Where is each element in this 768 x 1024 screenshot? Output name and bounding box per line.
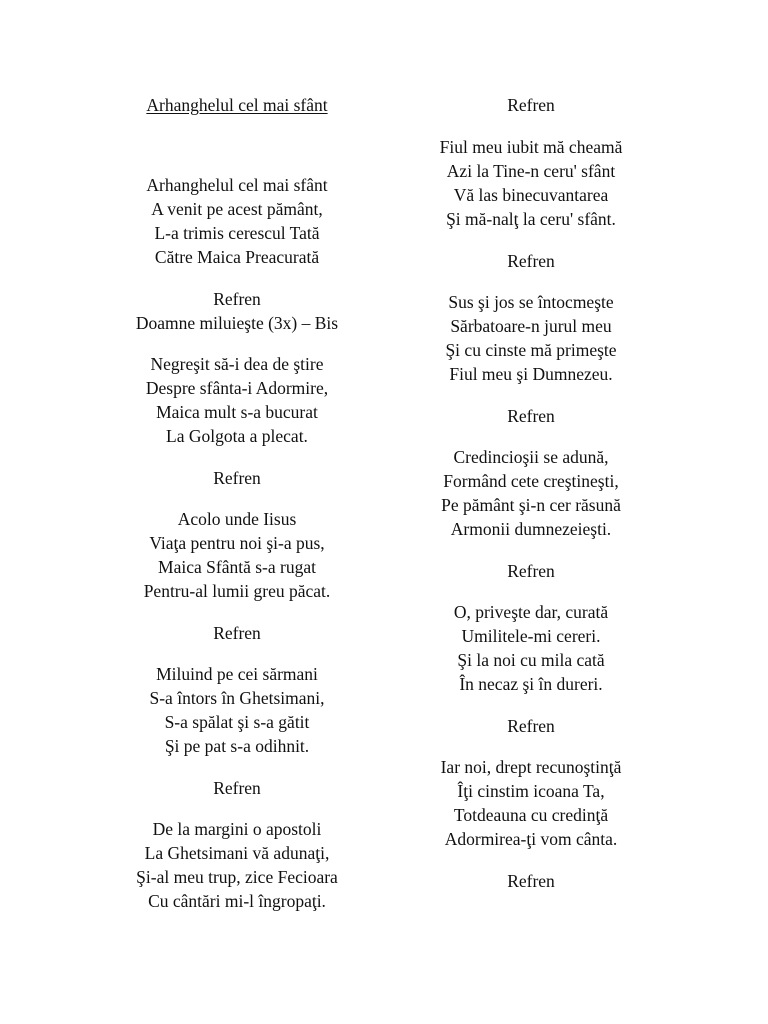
refrain-text: Refren (507, 871, 555, 891)
verse-line: Adormirea-ţi vom cânta. (444, 829, 618, 849)
refrain-text: Refren (507, 406, 555, 426)
stanza-5 (87, 817, 387, 913)
stanza-3 (381, 445, 681, 541)
stanza-2 (87, 352, 387, 448)
verse-line: Miluind pe cei sărmani (156, 664, 318, 684)
verse-line: Şi la noi cu mila cată (457, 650, 605, 670)
refrain-label (381, 249, 681, 273)
stanza-4 (87, 662, 387, 758)
refrain-text: Refren (213, 623, 261, 643)
verse-line: O, priveşte dar, curată (453, 602, 609, 622)
verse-line: Acolo unde Iisus (177, 509, 297, 529)
verse-line: Maica Sfântă s-a rugat (158, 557, 316, 577)
right-column (381, 93, 681, 893)
verse-line: Negreşit să-i dea de ştire (150, 354, 324, 374)
verse-line: Şi pe pat s-a odihnit. (164, 736, 310, 756)
refrain-text: Refren (507, 95, 555, 115)
verse-line: Fiul meu şi Dumnezeu. (449, 364, 613, 384)
verse-line: Şi cu cinste mă primeşte (445, 340, 617, 360)
verse-line: Azi la Tine-n ceru' sfânt (446, 161, 616, 181)
verse-line: L-a trimis cerescul Tată (154, 223, 320, 243)
verse-line: Umilitele-mi cereri. (461, 626, 601, 646)
verse-line: Despre sfânta-i Adormire, (145, 378, 329, 398)
verse-line: Şi-al meu trup, zice Fecioara (136, 867, 338, 887)
refrain-label (87, 621, 387, 645)
verse-line: Fiul meu iubit mă cheamă (439, 137, 623, 157)
left-column (87, 93, 387, 913)
verse-line: S-a spălat şi s-a gătit (164, 712, 310, 732)
verse-line: Pentru-al lumii greu păcat. (143, 581, 331, 601)
refrain-text: Doamne miluieşte (3x) – Bis (135, 313, 339, 333)
stanza-4 (381, 600, 681, 696)
verse-line: Sus şi jos se întocmeşte (448, 292, 614, 312)
verse-line: Credincioşii se adună, (453, 447, 609, 467)
verse-line: Îţi cinstim icoana Ta, (457, 781, 605, 801)
verse-line: Iar noi, drept recunoştinţă (440, 757, 622, 777)
refrain-label (381, 404, 681, 428)
verse-line: Maica mult s-a bucurat (156, 402, 318, 422)
refrain-text: Refren (213, 468, 261, 488)
refrain-label (87, 776, 387, 800)
refrain-text: Refren (507, 716, 555, 736)
stanza-3 (87, 507, 387, 603)
verse-line: La Ghetsimani vă adunaţi, (144, 843, 330, 863)
refrain-text: Refren (213, 778, 261, 798)
refrain-label (381, 714, 681, 738)
verse-line: În necaz şi în dureri. (459, 674, 603, 694)
verse-line: Vă las binecuvantarea (453, 185, 609, 205)
refrain-label (381, 93, 681, 117)
refrain-label (87, 466, 387, 490)
verse-line: A venit pe acest pământ, (151, 199, 323, 219)
verse-line: Sărbatoare-n jurul meu (450, 316, 612, 336)
verse-line: Formând cete creştineşti, (443, 471, 619, 491)
verse-line: Arhanghelul cel mai sfânt (146, 175, 328, 195)
verse-line: Viaţa pentru noi şi-a pus, (149, 533, 325, 553)
refrain-text: Refren (507, 251, 555, 271)
verse-line: S-a întors în Ghetsimani, (149, 688, 325, 708)
verse-line: Totdeauna cu credinţă (453, 805, 609, 825)
verse-line: Către Maica Preacurată (154, 247, 320, 267)
stanza-5 (381, 755, 681, 851)
verse-line: De la margini o apostoli (152, 819, 322, 839)
verse-line: Cu cântări mi-l îngropaţi. (148, 891, 326, 911)
song-title: Arhanghelul cel mai sfânt (146, 95, 328, 115)
refrain-block (87, 287, 387, 335)
stanza-1 (87, 173, 387, 269)
stanza-2 (381, 290, 681, 386)
refrain-label (381, 559, 681, 583)
verse-line: Armonii dumnezeieşti. (450, 519, 612, 539)
refrain-label: Refren (213, 289, 261, 309)
verse-line: Şi mă-nalţ la ceru' sfânt. (446, 209, 616, 229)
refrain-label (381, 869, 681, 893)
verse-line: La Golgota a plecat. (166, 426, 308, 446)
stanza-1 (381, 135, 681, 231)
verse-line: Pe pământ şi-n cer răsună (441, 495, 621, 515)
refrain-text: Refren (507, 561, 555, 581)
